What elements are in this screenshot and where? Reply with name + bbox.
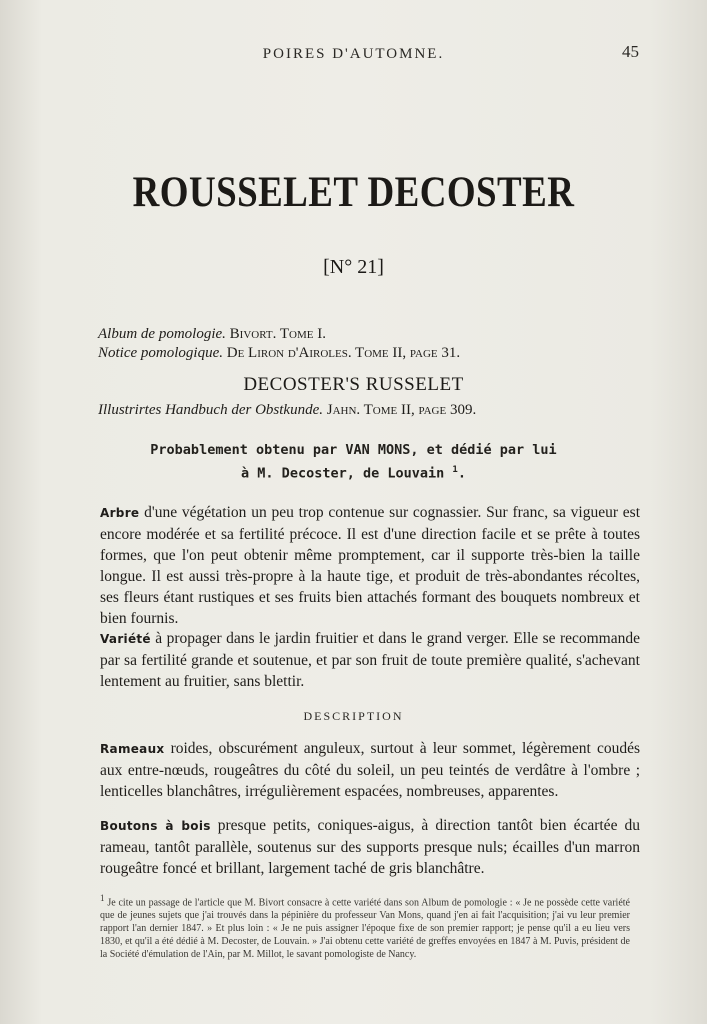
- synonym-handbuch-ref: Jahn. Tome II, page 309.: [322, 402, 477, 418]
- paragraph-rameaux: [100, 738, 640, 802]
- variete-lead: Variété: [100, 632, 151, 646]
- synonym-notice: [98, 345, 460, 362]
- boutons-text: presque petits, coniques-aigus, à direction tantôt bien écartée du rameau, tantôt parallèle, soutenus sur des supports presque nuls; écailles d'un marron rougeâtre foncé et brillant, largement taché de gris blanchâtre.: [100, 817, 640, 877]
- variety-subtitle: DECOSTER'S RUSSELET: [243, 374, 464, 395]
- variety-title: ROUSSELET DECOSTER: [132, 169, 575, 216]
- synonym-album-work: Album de pomologie.: [98, 326, 226, 342]
- arbre-lead: Arbre: [100, 506, 140, 520]
- synonym-handbuch: [98, 402, 476, 419]
- footnote-text: Je cite un passage de l'article que M. Bivort consacre à cette variété dans son Album de pomologie : « Je ne possède cette variété que de jeunes sujets que j'ai trouvés dans la pépinière du professeur Van Mons, quand j'en ai fait l'acquisition; j'ai vu leur premier rapport l'an dernier 1847. » Et plus loin : « Je ne puis assigner l'époque fixe de son premier rapport; je pense qu'il a eu lieu vers 1830, et qu'il a été dédié à M. Decoster, de Louvain. » J'ai obtenu cette variété de greffes envoyées en 1847 à M. Puvis, président de la Société d'émulation de l'Ain, par M. Millot, le savant pomologiste de Nancy.: [100, 897, 630, 961]
- synonym-notice-ref: De Liron d'Airoles. Tome II, page 31.: [222, 345, 461, 361]
- origin-footnote-mark: 1: [452, 465, 458, 475]
- page-number: 45: [622, 42, 639, 61]
- origin-line-2-text: à M. Decoster, de Louvain: [241, 465, 445, 482]
- synonym-handbuch-work: Illustrirtes Handbuch der Obstkunde.: [98, 402, 323, 418]
- synonym-album: [98, 326, 326, 343]
- variety-number: [N° 21]: [323, 256, 384, 278]
- running-head: POIRES D'AUTOMNE.: [262, 46, 445, 62]
- footnote: [100, 892, 630, 961]
- rameaux-lead: Rameaux: [100, 742, 165, 756]
- synonym-album-ref: Bivort. Tome I.: [225, 326, 326, 342]
- origin-note: [0, 440, 707, 484]
- origin-line-1: Probablement obtenu par VAN MONS, et dédié par lui: [150, 442, 557, 458]
- rameaux-text: roides, obscurément anguleux, surtout à leur sommet, légèrement coudés aux entre-nœuds, rougeâtres du côté du soleil, un peu teintés de verdâtre à l'ombre ; lenticelles blanchâtres, irrégulièrement espacées, nombreuses, apparentes.: [100, 740, 640, 800]
- origin-line-2: à M. Decoster, de Louvain $^1$.: [241, 465, 466, 482]
- synonym-notice-work: Notice pomologique.: [98, 345, 223, 361]
- paragraph-boutons: [100, 815, 640, 879]
- boutons-lead: Boutons à bois: [100, 819, 211, 833]
- arbre-text: d'une végétation un peu trop contenue sur cognassier. Sur franc, sa vigueur est encore modérée et sa fertilité précoce. Il est d'une direction facile et se prête à toutes formes, que l'on peut obtenir même promptement, car il supporte très-bien la taille longue. Il est aussi très-propre à la haute tige, et produit de très-abondantes récoltes, ses fleurs étant rustiques et ses fruits bien attachés formant des bouquets nombreux et bien fournis.: [100, 504, 640, 627]
- variete-text: à propager dans le jardin fruitier et dans le grand verger. Elle se recommande par sa fertilité grande et soutenue, et par son fruit de toute première qualité, s'achevant lentement au fruitier, sans blettir.: [100, 630, 640, 690]
- paragraph-arbre: [100, 502, 640, 629]
- footnote-mark: 1: [100, 893, 105, 903]
- paragraph-variete: [100, 628, 640, 692]
- description-heading: DESCRIPTION: [303, 709, 404, 723]
